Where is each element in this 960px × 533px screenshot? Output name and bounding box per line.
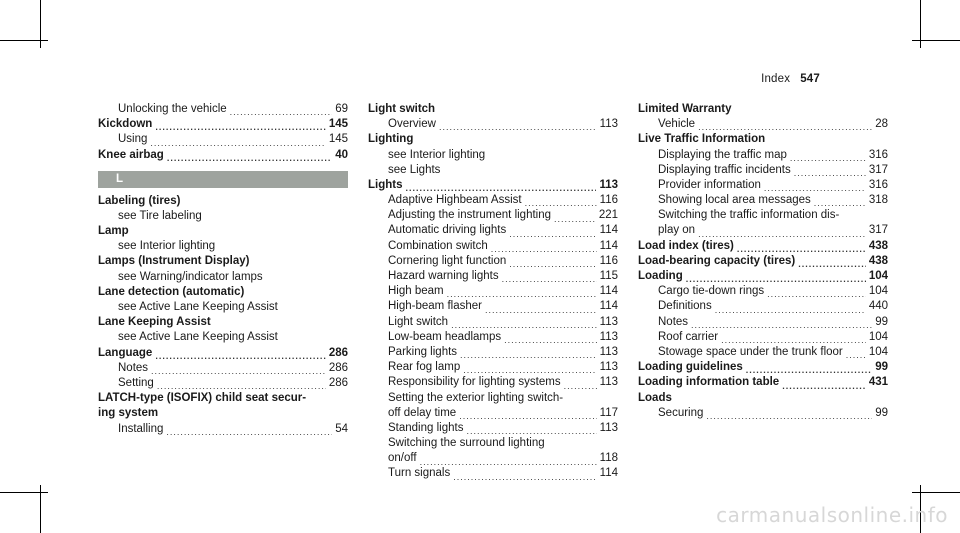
- page-ref: 115: [599, 270, 618, 283]
- index-letter-heading: L: [98, 171, 348, 188]
- dot-leader: [230, 107, 333, 117]
- entry-text: Language: [98, 346, 153, 359]
- entry-text: Live Traffic Information: [638, 133, 766, 146]
- entry-text: on/off: [388, 452, 417, 465]
- index-entry: [368, 102, 618, 117]
- entry-text: High-beam flasher: [388, 300, 482, 313]
- page-ref: 317: [868, 224, 888, 237]
- dot-leader: [782, 381, 866, 391]
- entry-text: off delay time: [388, 406, 457, 419]
- dot-leader: [453, 472, 596, 482]
- index-entry: [98, 391, 348, 406]
- index-column-2: [368, 102, 618, 482]
- page-ref: 440: [868, 300, 888, 313]
- page-ref: 104: [868, 330, 888, 343]
- entry-text: Vehicle: [658, 118, 696, 131]
- dot-leader: [767, 289, 866, 299]
- entry-text: play on: [658, 224, 696, 237]
- page-header: [761, 73, 820, 85]
- index-subentry: [638, 284, 888, 299]
- page-ref: 113: [599, 345, 618, 358]
- dot-leader: [814, 198, 866, 208]
- page-ref: 286: [328, 376, 348, 389]
- index-subentry: [98, 300, 348, 315]
- index-column-1: [98, 102, 348, 437]
- entry-text: Loads: [638, 391, 672, 404]
- index-subentry: [98, 376, 348, 391]
- index-entry: [638, 375, 888, 390]
- index-entry: [638, 102, 888, 117]
- entry-text: Notes: [658, 315, 689, 328]
- page-ref: 113: [599, 361, 618, 374]
- page-ref: 438: [868, 239, 888, 252]
- dot-leader: [564, 381, 597, 391]
- page-ref: 28: [875, 118, 888, 131]
- page-ref: 438: [868, 254, 888, 267]
- dot-leader: [504, 335, 597, 345]
- page-ref: 316: [868, 178, 888, 191]
- dot-leader: [167, 153, 332, 163]
- entry-text: Lighting: [368, 133, 414, 146]
- page-ref: 317: [868, 163, 888, 176]
- dot-leader: [155, 122, 326, 132]
- page-ref: 114: [599, 467, 618, 480]
- index-entry: [638, 269, 888, 284]
- entry-text: Low-beam headlamps: [388, 330, 502, 343]
- index-subentry: [638, 178, 888, 193]
- index-subentry: [638, 315, 888, 330]
- entry-text: Loading: [638, 270, 683, 283]
- dot-leader: [420, 457, 597, 467]
- entry-text: High beam: [388, 285, 444, 298]
- dot-leader: [459, 411, 596, 421]
- index-entry: [98, 224, 348, 239]
- dot-leader: [451, 320, 597, 330]
- page-ref: 114: [599, 239, 618, 252]
- dot-leader: [447, 289, 597, 299]
- page-ref: 104: [868, 345, 888, 358]
- dot-leader: [691, 320, 872, 330]
- entry-text: Switching the surround lighting: [388, 437, 545, 450]
- dot-leader: [509, 259, 596, 269]
- index-subentry: [98, 239, 348, 254]
- page-ref: 99: [875, 315, 888, 328]
- crop-mark: [912, 492, 960, 493]
- page-ref: 104: [868, 285, 888, 298]
- watermark: carmanualsonline.info: [716, 503, 948, 527]
- index-subentry: [368, 254, 618, 269]
- index-entry: [98, 406, 348, 421]
- entry-text: ing system: [98, 407, 159, 420]
- entry-text: Lane detection (automatic): [98, 285, 245, 298]
- page-ref: 54: [335, 422, 348, 435]
- dot-leader: [764, 183, 866, 193]
- entry-text: Setting the exterior lighting switch-: [388, 391, 564, 404]
- entry-text: Setting: [118, 376, 154, 389]
- entry-text: see Lights: [388, 163, 441, 176]
- index-subentry: [638, 406, 888, 421]
- page-number: 547: [800, 73, 820, 85]
- page-ref: 145: [328, 118, 348, 131]
- index-entry: [368, 132, 618, 147]
- entry-text: see Interior lighting: [388, 148, 486, 161]
- index-subentry: [638, 208, 888, 223]
- page-ref: 113: [599, 421, 618, 434]
- index-subentry: [98, 330, 348, 345]
- entry-text: Load index (tires): [638, 239, 734, 252]
- dot-leader: [794, 168, 866, 178]
- index-subentry: [98, 422, 348, 437]
- dot-leader: [151, 366, 326, 376]
- index-subentry: [368, 406, 618, 421]
- index-entry: [638, 254, 888, 269]
- index-subentry: [368, 436, 618, 451]
- dot-leader: [502, 274, 597, 284]
- page-ref: 113: [599, 315, 618, 328]
- page-ref: 286: [328, 346, 348, 359]
- page-ref: 69: [335, 102, 348, 115]
- entry-text: LATCH-type (ISOFIX) child seat secur-: [98, 392, 307, 405]
- entry-text: Displaying traffic incidents: [658, 163, 791, 176]
- entry-text: Cargo tie-down rings: [658, 285, 765, 298]
- entry-text: Installing: [118, 422, 164, 435]
- index-subentry: [98, 102, 348, 117]
- dot-leader: [491, 244, 597, 254]
- page-ref: 116: [599, 194, 618, 207]
- crop-mark: [912, 40, 960, 41]
- page-ref: 221: [598, 209, 618, 222]
- dot-leader: [698, 122, 872, 132]
- entry-text: Automatic driving lights: [388, 224, 507, 237]
- dot-leader: [706, 411, 872, 421]
- page-ref: 114: [599, 224, 618, 237]
- dot-leader: [715, 305, 866, 315]
- entry-text: Light switch: [368, 102, 436, 115]
- index-subentry: [638, 345, 888, 360]
- index-subentry: [638, 148, 888, 163]
- entry-text: Loading information table: [638, 376, 780, 389]
- entry-text: Adjusting the instrument lighting: [388, 209, 552, 222]
- page-ref: 104: [868, 270, 888, 283]
- dot-leader: [406, 183, 597, 193]
- entry-text: Kickdown: [98, 118, 153, 131]
- index-subentry: [638, 330, 888, 345]
- entry-text: Responsibility for lighting systems: [388, 376, 561, 389]
- page-ref: 113: [599, 118, 618, 131]
- dot-leader: [721, 335, 866, 345]
- entry-text: Labeling (tires): [98, 194, 181, 207]
- page-ref: 116: [599, 254, 618, 267]
- entry-text: Overview: [388, 118, 436, 131]
- dot-leader: [846, 350, 866, 360]
- dot-leader: [157, 381, 326, 391]
- index-subentry: [98, 209, 348, 224]
- index-subentry: [638, 117, 888, 132]
- entry-text: Turn signals: [388, 467, 451, 480]
- index-subentry: [368, 315, 618, 330]
- entry-text: Combination switch: [388, 239, 488, 252]
- crop-mark: [0, 492, 48, 493]
- index-entry: [638, 360, 888, 375]
- index-subentry: [638, 163, 888, 178]
- index-entry: [98, 255, 348, 270]
- index-subentry: [638, 224, 888, 239]
- dot-leader: [698, 229, 866, 239]
- entry-text: Rear fog lamp: [388, 361, 461, 374]
- index-entry: [98, 194, 348, 209]
- entry-text: Using: [118, 133, 148, 146]
- entry-text: Showing local area messages: [658, 194, 811, 207]
- index-entry: [368, 178, 618, 193]
- dot-leader: [790, 153, 866, 163]
- index-subentry: [368, 269, 618, 284]
- index-subentry: [638, 193, 888, 208]
- page-ref: 113: [599, 376, 618, 389]
- page-ref: 40: [335, 148, 348, 161]
- entry-text: Displaying the traffic map: [658, 148, 787, 161]
- entry-text: Definitions: [658, 300, 712, 313]
- index-entry: [98, 285, 348, 300]
- index-subentry: [368, 391, 618, 406]
- entry-text: Stowage space under the trunk floor: [658, 345, 843, 358]
- page-ref: 431: [868, 376, 888, 389]
- entry-text: Limited Warranty: [638, 102, 732, 115]
- index-subentry: [98, 132, 348, 147]
- entry-text: Load-bearing capacity (tires): [638, 254, 796, 267]
- entry-text: Provider information: [658, 178, 761, 191]
- index-subentry: [368, 163, 618, 178]
- page-ref: 114: [599, 285, 618, 298]
- index-entry: [638, 239, 888, 254]
- entry-text: Securing: [658, 406, 704, 419]
- index-entry: [98, 148, 348, 163]
- index-entry: [638, 132, 888, 147]
- page-ref: 118: [599, 452, 618, 465]
- index-subentry: [368, 208, 618, 223]
- entry-text: Parking lights: [388, 345, 458, 358]
- dot-leader: [525, 198, 597, 208]
- entry-text: Roof carrier: [658, 330, 719, 343]
- header-index-label: Index: [761, 73, 791, 85]
- dot-leader: [166, 427, 332, 437]
- entry-text: Notes: [118, 361, 149, 374]
- index-subentry: [368, 421, 618, 436]
- dot-leader: [554, 214, 596, 224]
- index-entry: [638, 391, 888, 406]
- index-subentry: [98, 361, 348, 376]
- entry-text: Lamps (Instrument Display): [98, 255, 250, 268]
- index-subentry: [368, 284, 618, 299]
- dot-leader: [485, 305, 597, 315]
- dot-leader: [798, 259, 866, 269]
- dot-leader: [150, 138, 325, 148]
- entry-text: see Active Lane Keeping Assist: [118, 301, 278, 314]
- page-ref: 145: [328, 133, 348, 146]
- page-ref: 114: [599, 300, 618, 313]
- entry-text: Knee airbag: [98, 148, 164, 161]
- index-subentry: [368, 299, 618, 314]
- index-subentry: [368, 330, 618, 345]
- entry-text: see Tire labeling: [118, 209, 202, 222]
- entry-text: Light switch: [388, 315, 449, 328]
- entry-text: Switching the traffic information dis-: [658, 209, 840, 222]
- page-ref: 316: [868, 148, 888, 161]
- index-subentry: [368, 239, 618, 254]
- index-subentry: [368, 345, 618, 360]
- dot-leader: [466, 426, 596, 436]
- entry-text: Lights: [368, 178, 403, 191]
- entry-text: Lamp: [98, 225, 129, 238]
- page-ref: 99: [875, 361, 888, 374]
- index-subentry: [368, 117, 618, 132]
- entry-text: Lane Keeping Assist: [98, 316, 211, 329]
- index-subentry: [368, 451, 618, 466]
- entry-text: Standing lights: [388, 421, 464, 434]
- dot-leader: [439, 122, 597, 132]
- index-subentry: [368, 360, 618, 375]
- page-ref: 113: [599, 330, 618, 343]
- index-subentry: [368, 375, 618, 390]
- page-ref: 318: [868, 194, 888, 207]
- dot-leader: [737, 244, 866, 254]
- dot-leader: [509, 229, 596, 239]
- page-ref: 286: [328, 361, 348, 374]
- entry-text: Adaptive Highbeam Assist: [388, 194, 522, 207]
- index-subentry: [368, 467, 618, 482]
- index-subentry: [98, 270, 348, 285]
- entry-text: Unlocking the vehicle: [118, 102, 227, 115]
- index-subentry: [368, 193, 618, 208]
- index-subentry: [638, 299, 888, 314]
- index-subentry: [368, 224, 618, 239]
- entry-text: Loading guidelines: [638, 361, 743, 374]
- dot-leader: [686, 274, 866, 284]
- entry-text: Hazard warning lights: [388, 270, 499, 283]
- entry-text: see Active Lane Keeping Assist: [118, 331, 278, 344]
- index-entry: [98, 346, 348, 361]
- page-ref: 99: [875, 406, 888, 419]
- dot-leader: [460, 350, 597, 360]
- index-subentry: [368, 148, 618, 163]
- dot-leader: [746, 365, 872, 375]
- dot-leader: [463, 365, 596, 375]
- entry-text: see Interior lighting: [118, 240, 216, 253]
- page-ref: 117: [599, 406, 618, 419]
- index-entry: [98, 315, 348, 330]
- dot-leader: [155, 351, 326, 361]
- crop-mark: [0, 40, 48, 41]
- index-entry: [98, 117, 348, 132]
- page-ref: 113: [599, 178, 618, 191]
- entry-text: Cornering light function: [388, 254, 507, 267]
- index-column-3: [638, 102, 888, 421]
- entry-text: see Warning/indicator lamps: [118, 270, 263, 283]
